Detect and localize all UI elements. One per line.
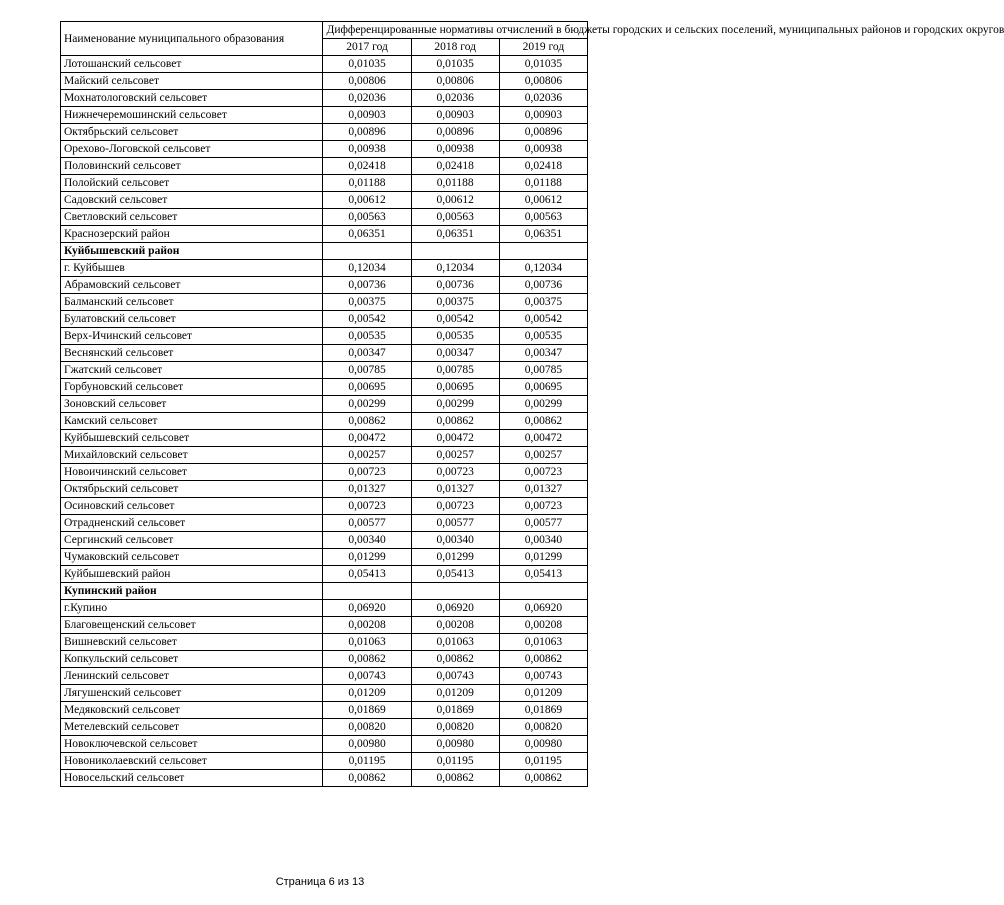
value-2018: 0,00208 [411,617,499,634]
value-2019: 0,00577 [499,515,587,532]
value-2019: 0,05413 [499,566,587,583]
municipality-name: Лягушенский сельсовет [61,685,323,702]
value-2018: 0,00340 [411,532,499,549]
value-2017: 0,01299 [323,549,411,566]
table-row [61,566,588,583]
table-row [61,73,588,90]
value-2018: 0,12034 [411,260,499,277]
value-2019: 0,06351 [499,226,587,243]
value-2017: 0,01869 [323,702,411,719]
value-2019: 0,01299 [499,549,587,566]
table-row [61,90,588,107]
value-2017: 0,00862 [323,770,411,787]
section-title: Купинский район [61,583,323,600]
municipality-name: Благовещенский сельсовет [61,617,323,634]
table-row [61,141,588,158]
value-2018: 0,00862 [411,770,499,787]
value-2018: 0,00938 [411,141,499,158]
value-2017: 0,02036 [323,90,411,107]
table-row [61,209,588,226]
municipality-name: Горбуновский сельсовет [61,379,323,396]
table-row [61,753,588,770]
value-2018: 0,01327 [411,481,499,498]
value-2019: 0,00862 [499,770,587,787]
table-row [61,56,588,73]
value-2017: 0,00577 [323,515,411,532]
header-year-2017: 2017 год [323,39,411,56]
value-2017: 0,00903 [323,107,411,124]
municipality-name: Гжатский сельсовет [61,362,323,379]
municipality-name: Лотошанский сельсовет [61,56,323,73]
value-2018: 0,00896 [411,124,499,141]
value-2017: 0,01209 [323,685,411,702]
table-row [61,362,588,379]
table-row [61,600,588,617]
table-row [61,192,588,209]
value-2019: 0,00535 [499,328,587,345]
value-2019: 0,01209 [499,685,587,702]
municipality-name: Орехово-Логовской сельсовет [61,141,323,158]
table-row [61,294,588,311]
table-row [61,617,588,634]
value-2018: 0,01195 [411,753,499,770]
value-2018: 0,06351 [411,226,499,243]
value-2017: 0,00980 [323,736,411,753]
section-row [61,243,588,260]
value-2017: 0,06920 [323,600,411,617]
value-2019: 0,00375 [499,294,587,311]
header-norms-group: Дифференцированные нормативы отчислений в бюджеты городских и сельских поселений, муниципальных районов и городских округов [323,22,588,39]
value-2019: 0,01035 [499,56,587,73]
value-2018: 0,00375 [411,294,499,311]
table-row [61,107,588,124]
value-2017: 0,00896 [323,124,411,141]
value-2019: 0,00903 [499,107,587,124]
municipality-name: Зоновский сельсовет [61,396,323,413]
municipality-name: Верх-Ичинский сельсовет [61,328,323,345]
value-2017: 0,00299 [323,396,411,413]
value-2017: 0,01188 [323,175,411,192]
value-2018: 0,00743 [411,668,499,685]
empty-cell [411,583,499,600]
value-2017: 0,12034 [323,260,411,277]
value-2019: 0,00208 [499,617,587,634]
value-2017: 0,05413 [323,566,411,583]
value-2019: 0,00542 [499,311,587,328]
value-2018: 0,05413 [411,566,499,583]
value-2019: 0,00938 [499,141,587,158]
value-2018: 0,02418 [411,158,499,175]
value-2018: 0,00980 [411,736,499,753]
table-row [61,481,588,498]
header-year-2018: 2018 год [411,39,499,56]
table-row [61,651,588,668]
header-name-column: Наименование муниципального образования [61,22,323,56]
value-2019: 0,01063 [499,634,587,651]
municipality-name: Копкульский сельсовет [61,651,323,668]
value-2019: 0,00257 [499,447,587,464]
value-2019: 0,00299 [499,396,587,413]
value-2017: 0,01195 [323,753,411,770]
norms-table [60,21,1004,787]
value-2017: 0,00806 [323,73,411,90]
municipality-name: Новониколаевский сельсовет [61,753,323,770]
table-row [61,396,588,413]
value-2019: 0,01188 [499,175,587,192]
value-2018: 0,00862 [411,413,499,430]
municipality-name: Краснозерский район [61,226,323,243]
value-2017: 0,00535 [323,328,411,345]
value-2018: 0,00299 [411,396,499,413]
value-2017: 0,00347 [323,345,411,362]
table-row [61,430,588,447]
table-row [61,532,588,549]
value-2018: 0,00736 [411,277,499,294]
table-row [61,124,588,141]
value-2019: 0,00695 [499,379,587,396]
municipality-name: Осиновский сельсовет [61,498,323,515]
table-row [61,719,588,736]
value-2019: 0,12034 [499,260,587,277]
table-row [61,379,588,396]
municipality-name: Камский сельсовет [61,413,323,430]
value-2018: 0,01869 [411,702,499,719]
table-row [61,226,588,243]
value-2018: 0,00903 [411,107,499,124]
value-2018: 0,00472 [411,430,499,447]
table-row [61,464,588,481]
value-2017: 0,00612 [323,192,411,209]
value-2017: 0,00862 [323,413,411,430]
value-2018: 0,00806 [411,73,499,90]
value-2017: 0,00938 [323,141,411,158]
empty-cell [411,243,499,260]
municipality-name: Полойский сельсовет [61,175,323,192]
table-row [61,345,588,362]
value-2019: 0,00862 [499,413,587,430]
value-2017: 0,00785 [323,362,411,379]
value-2017: 0,00820 [323,719,411,736]
value-2019: 0,00723 [499,498,587,515]
value-2018: 0,00695 [411,379,499,396]
table-row [61,549,588,566]
value-2019: 0,00563 [499,209,587,226]
value-2018: 0,00542 [411,311,499,328]
table-row [61,736,588,753]
value-2019: 0,06920 [499,600,587,617]
value-2019: 0,00896 [499,124,587,141]
municipality-name: Метелевский сельсовет [61,719,323,736]
table-body [61,56,588,787]
municipality-name: Отрадненский сельсовет [61,515,323,532]
value-2017: 0,00340 [323,532,411,549]
municipality-name: Веснянский сельсовет [61,345,323,362]
empty-cell [499,583,587,600]
value-2018: 0,00612 [411,192,499,209]
value-2018: 0,00577 [411,515,499,532]
municipality-name: Половинский сельсовет [61,158,323,175]
value-2018: 0,01209 [411,685,499,702]
table-row [61,702,588,719]
table-row [61,311,588,328]
header-year-2019: 2019 год [499,39,587,56]
value-2018: 0,06920 [411,600,499,617]
municipality-name: Новоключевской сельсовет [61,736,323,753]
value-2019: 0,00340 [499,532,587,549]
municipality-name: г.Купино [61,600,323,617]
value-2018: 0,00723 [411,464,499,481]
value-2017: 0,00563 [323,209,411,226]
value-2019: 0,01195 [499,753,587,770]
value-2017: 0,00208 [323,617,411,634]
municipality-name: Октябрьский сельсовет [61,481,323,498]
municipality-name: Куйбышевский район [61,566,323,583]
value-2017: 0,01327 [323,481,411,498]
municipality-name: Мохнатологовский сельсовет [61,90,323,107]
table-row [61,668,588,685]
value-2017: 0,00723 [323,464,411,481]
value-2019: 0,00806 [499,73,587,90]
municipality-name: Абрамовский сельсовет [61,277,323,294]
table-row [61,175,588,192]
value-2017: 0,00257 [323,447,411,464]
table-row [61,413,588,430]
value-2019: 0,02418 [499,158,587,175]
municipality-name: Куйбышевский сельсовет [61,430,323,447]
value-2018: 0,00862 [411,651,499,668]
table-row [61,515,588,532]
municipality-name: Сергинский сельсовет [61,532,323,549]
municipality-name: Медяковский сельсовет [61,702,323,719]
table-row [61,770,588,787]
table-row [61,685,588,702]
value-2019: 0,01327 [499,481,587,498]
value-2018: 0,00785 [411,362,499,379]
value-2019: 0,00743 [499,668,587,685]
municipality-name: Булатовский сельсовет [61,311,323,328]
municipality-name: г. Куйбышев [61,260,323,277]
section-title: Куйбышевский район [61,243,323,260]
value-2018: 0,00563 [411,209,499,226]
table-row [61,447,588,464]
value-2018: 0,00535 [411,328,499,345]
value-2019: 0,00347 [499,345,587,362]
value-2019: 0,00723 [499,464,587,481]
table-row [61,328,588,345]
municipality-name: Новоичинский сельсовет [61,464,323,481]
municipality-name: Михайловский сельсовет [61,447,323,464]
table-row [61,277,588,294]
value-2017: 0,02418 [323,158,411,175]
value-2017: 0,00472 [323,430,411,447]
municipality-name: Ленинский сельсовет [61,668,323,685]
value-2017: 0,00375 [323,294,411,311]
value-2018: 0,00257 [411,447,499,464]
municipality-name: Нижнечеремошинский сельсовет [61,107,323,124]
empty-cell [323,583,411,600]
value-2019: 0,00862 [499,651,587,668]
value-2018: 0,01035 [411,56,499,73]
value-2017: 0,06351 [323,226,411,243]
table-row [61,158,588,175]
value-2018: 0,02036 [411,90,499,107]
value-2018: 0,01063 [411,634,499,651]
value-2017: 0,00862 [323,651,411,668]
value-2018: 0,00820 [411,719,499,736]
value-2017: 0,00743 [323,668,411,685]
section-row [61,583,588,600]
empty-cell [323,243,411,260]
municipality-name: Майский сельсовет [61,73,323,90]
value-2017: 0,01035 [323,56,411,73]
value-2017: 0,00736 [323,277,411,294]
value-2018: 0,01299 [411,549,499,566]
value-2019: 0,00736 [499,277,587,294]
value-2019: 0,02036 [499,90,587,107]
municipality-name: Светловский сельсовет [61,209,323,226]
value-2018: 0,00347 [411,345,499,362]
value-2019: 0,00785 [499,362,587,379]
value-2019: 0,00820 [499,719,587,736]
value-2019: 0,01869 [499,702,587,719]
table-row [61,260,588,277]
municipality-name: Садовский сельсовет [61,192,323,209]
value-2017: 0,00695 [323,379,411,396]
page-footer: Страница 6 из 13 [275,876,365,888]
table-row [61,634,588,651]
table-row [61,498,588,515]
value-2018: 0,00723 [411,498,499,515]
municipality-name: Вишневский сельсовет [61,634,323,651]
municipality-name: Новосельский сельсовет [61,770,323,787]
value-2018: 0,01188 [411,175,499,192]
value-2017: 0,00723 [323,498,411,515]
value-2019: 0,00980 [499,736,587,753]
municipality-name: Октябрьский сельсовет [61,124,323,141]
value-2019: 0,00472 [499,430,587,447]
value-2017: 0,00542 [323,311,411,328]
value-2017: 0,01063 [323,634,411,651]
header-row [61,22,588,39]
value-2019: 0,00612 [499,192,587,209]
empty-cell [499,243,587,260]
municipality-name: Чумаковский сельсовет [61,549,323,566]
municipality-name: Балманский сельсовет [61,294,323,311]
